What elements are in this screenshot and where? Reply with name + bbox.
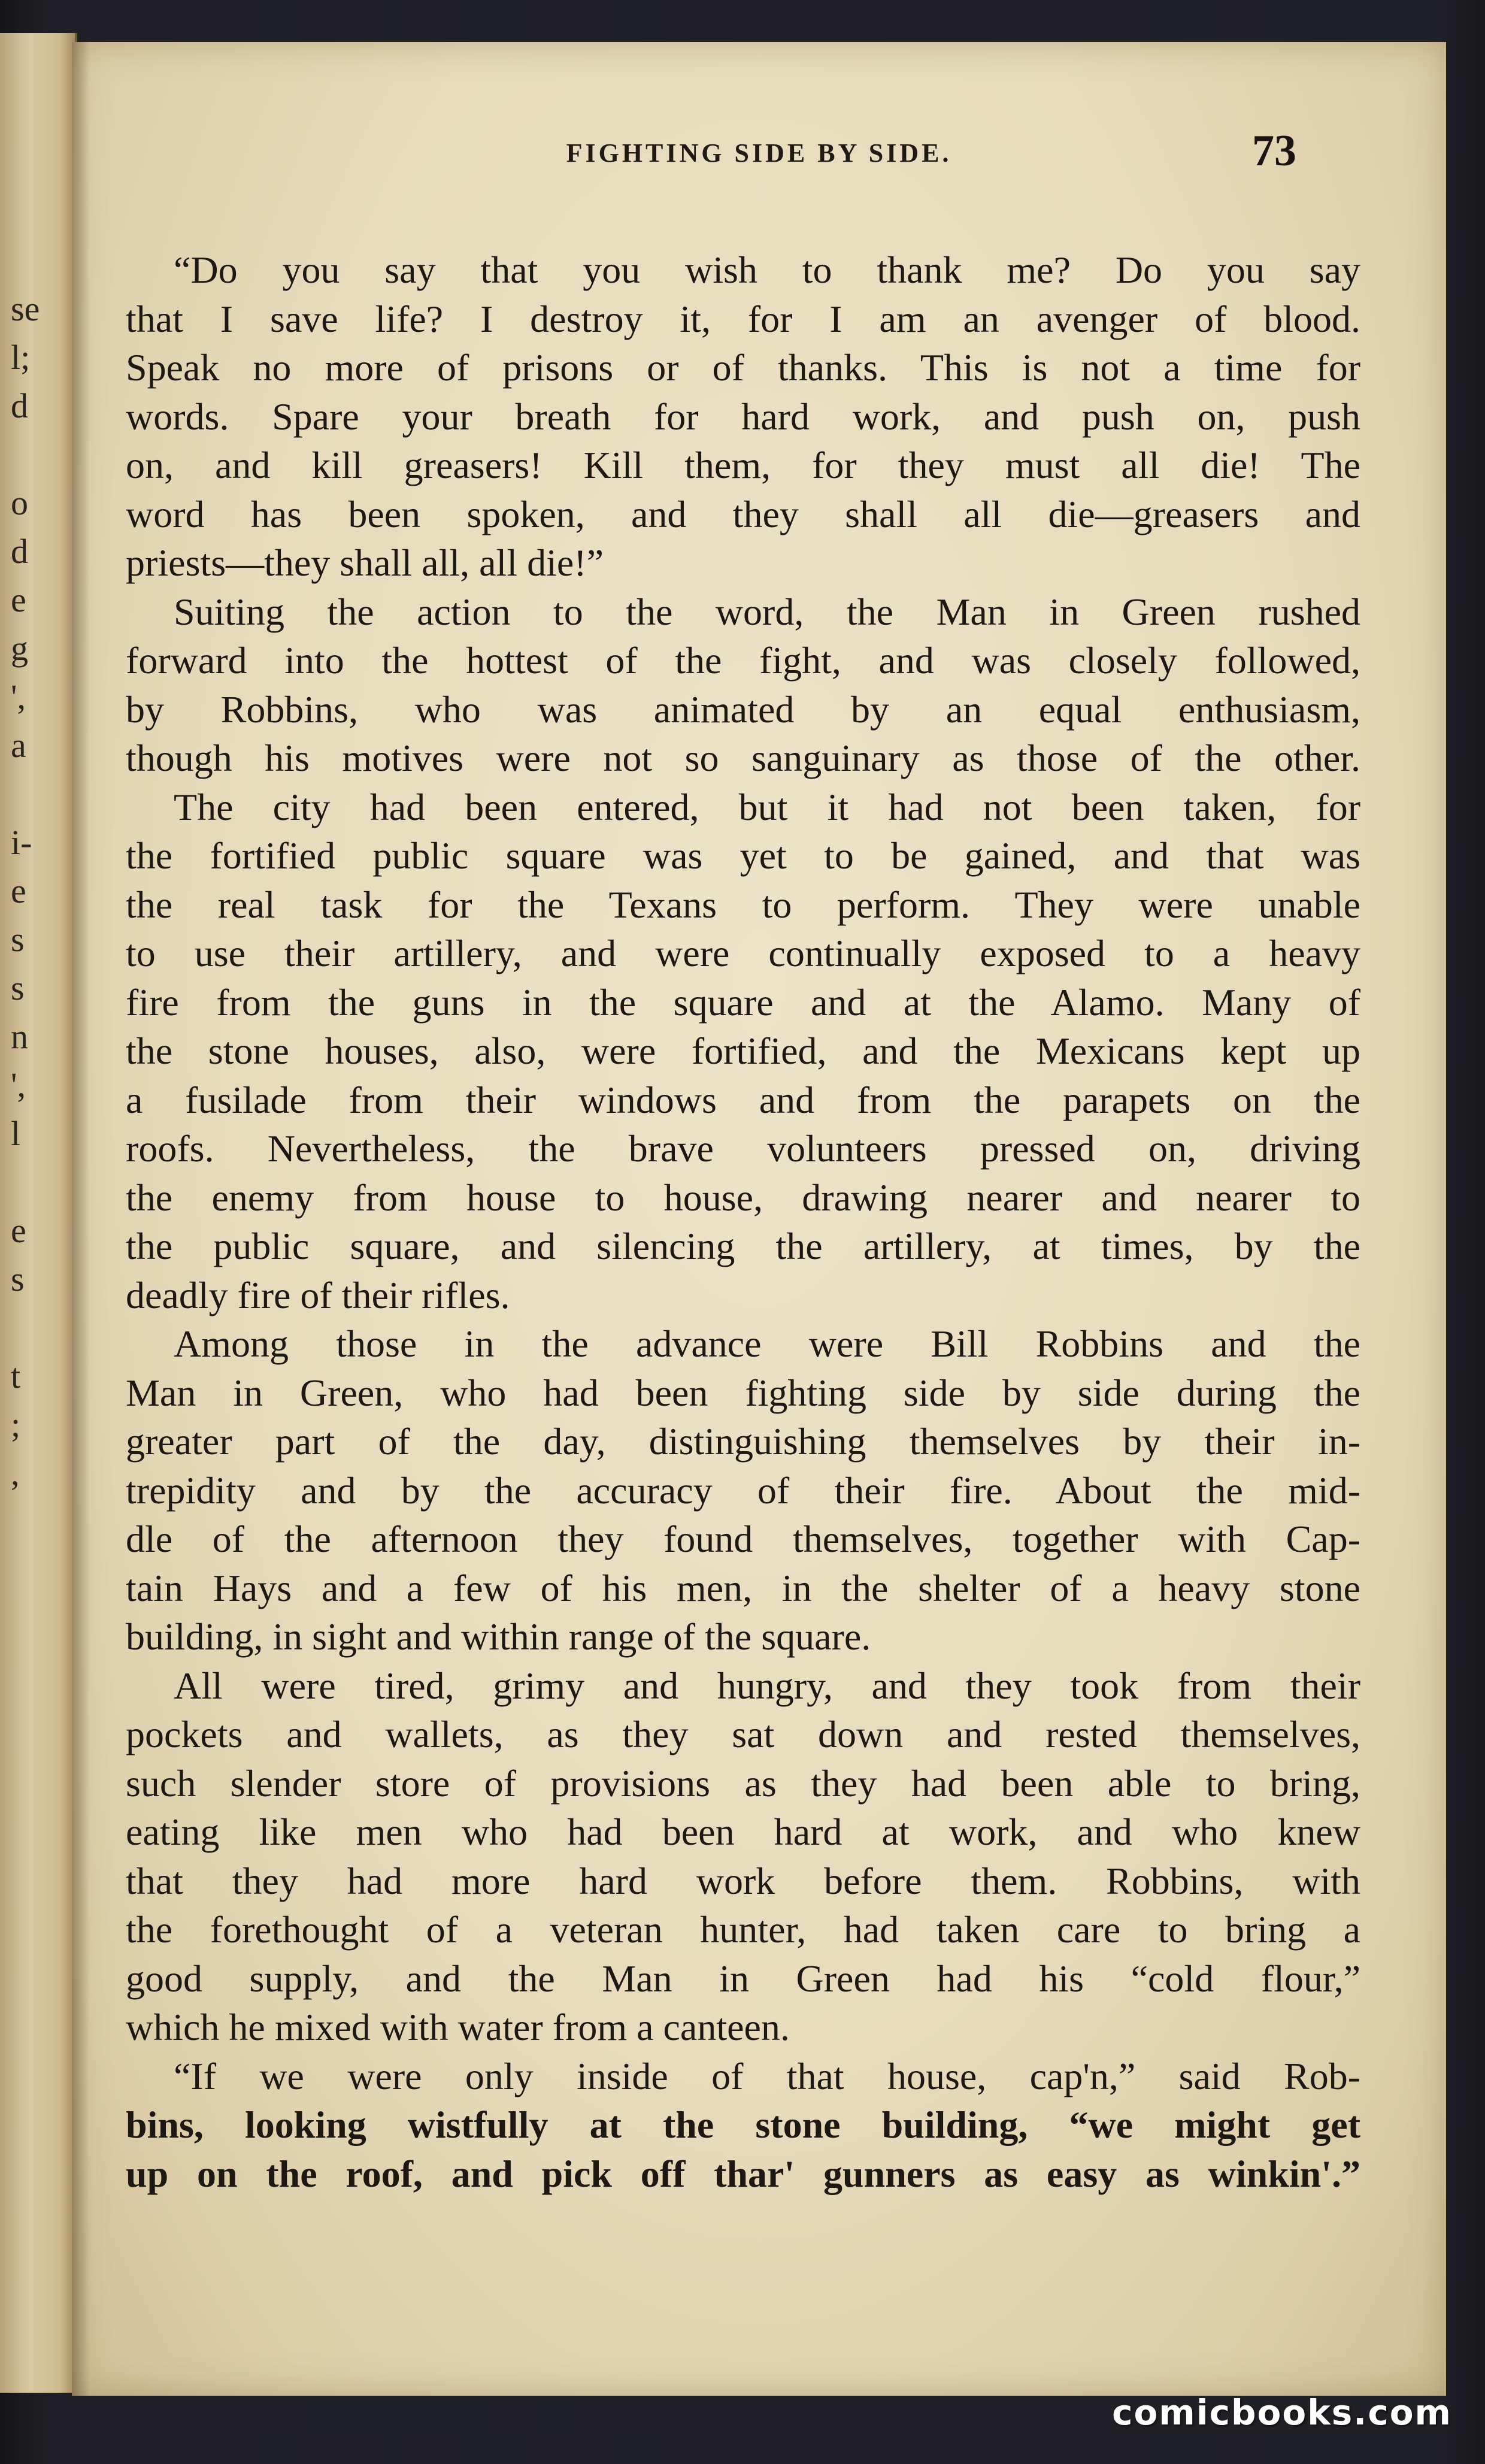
text-line: Man in Green, who had been fighting side by side during the bbox=[126, 1371, 1360, 1414]
text-line: All were tired, grimy and hungry, and they took from their bbox=[174, 1664, 1360, 1707]
text-line: trepidity and by the accuracy of their fire. About the mid- bbox=[126, 1469, 1360, 1512]
text-line: up on the roof, and pick off thar' gunners as easy as winkin'.” bbox=[126, 2152, 1360, 2195]
body-text bbox=[126, 246, 1360, 2198]
text-line: bins, looking wistfully at the stone building, “we might get bbox=[126, 2103, 1360, 2146]
page-number: 73 bbox=[1252, 126, 1296, 175]
text-line: “If we were only inside of that house, cap'n,” said Rob- bbox=[174, 2054, 1360, 2097]
text-line: Suiting the action to the word, the Man in Green rushed bbox=[174, 590, 1360, 633]
text-line: that I save life? I destroy it, for I am an avenger of blood. bbox=[126, 297, 1360, 340]
text-line: Among those in the advance were Bill Robbins and the bbox=[174, 1322, 1360, 1365]
running-head: FIGHTING SIDE BY SIDE. bbox=[566, 138, 952, 168]
text-line: that they had more hard work before them. Robbins, with bbox=[126, 1859, 1360, 1902]
text-line: pockets and wallets, as they sat down and rested themselves, bbox=[126, 1713, 1360, 1755]
text-line: though his motives were not so sanguinary as those of the other. bbox=[126, 737, 1360, 779]
text-line: greater part of the day, distinguishing themselves by their in- bbox=[126, 1420, 1360, 1463]
left-page-text-fragments: se l; d o d e g ', a i- e s s n ', l e s t ; , bbox=[11, 289, 40, 1493]
text-line: The city had been entered, but it had not been taken, for bbox=[174, 785, 1360, 828]
text-line: the stone houses, also, were fortified, and the Mexicans kept up bbox=[126, 1030, 1360, 1072]
text-line: the fortified public square was yet to be gained, and that was bbox=[126, 834, 1360, 877]
text-line: the public square, and silencing the artillery, at times, by the bbox=[126, 1225, 1360, 1267]
text-line: dle of the afternoon they found themselves, together with Cap- bbox=[126, 1518, 1360, 1560]
text-line: which he mixed with water from a canteen. bbox=[126, 2006, 790, 2048]
text-line: the enemy from house to house, drawing nearer and nearer to bbox=[126, 1176, 1360, 1219]
text-line: fire from the guns in the square and at the Alamo. Many of bbox=[126, 980, 1360, 1024]
left-page-edge bbox=[0, 33, 77, 2393]
book-page bbox=[72, 42, 1446, 2396]
text-line: a fusilade from their windows and from the parapets on the bbox=[126, 1078, 1360, 1121]
text-line: deadly fire of their rifles. bbox=[126, 1273, 510, 1316]
text-line: good supply, and the Man in Green had his “cold flour,” bbox=[126, 1957, 1360, 2000]
text-line: eating like men who had been hard at work, and who knew bbox=[126, 1811, 1360, 1853]
text-line: building, in sight and within range of the square. bbox=[126, 1615, 871, 1658]
text-line: roofs. Nevertheless, the brave volunteers pressed on, driving bbox=[126, 1127, 1360, 1170]
text-line: word has been spoken, and they shall all die—greasers and bbox=[126, 492, 1360, 535]
text-line: tain Hays and a few of his men, in the shelter of a heavy stone bbox=[126, 1566, 1360, 1609]
text-line: the real task for the Texans to perform. They were unable bbox=[126, 883, 1360, 926]
text-line: words. Spare your breath for hard work, and push on, push bbox=[126, 395, 1360, 438]
text-line: on, and kill greasers! Kill them, for they must all die! The bbox=[126, 444, 1360, 486]
text-line: by Robbins, who was animated by an equal enthusiasm, bbox=[126, 688, 1360, 731]
text-line: Speak no more of prisons or of thanks. This is not a time for bbox=[126, 346, 1360, 389]
text-line: forward into the hottest of the fight, and was closely followed, bbox=[126, 639, 1360, 682]
text-line: the forethought of a veteran hunter, had taken care to bring a bbox=[126, 1908, 1360, 1951]
text-line: to use their artillery, and were continually exposed to a heavy bbox=[126, 932, 1360, 974]
text-line: priests—they shall all, all die!” bbox=[126, 541, 604, 584]
text-line: such slender store of provisions as they had been able to bring, bbox=[126, 1761, 1360, 1805]
text-line: “Do you say that you wish to thank me? Do you say bbox=[174, 249, 1360, 291]
site-watermark: comicbooks.com bbox=[1112, 2392, 1452, 2433]
